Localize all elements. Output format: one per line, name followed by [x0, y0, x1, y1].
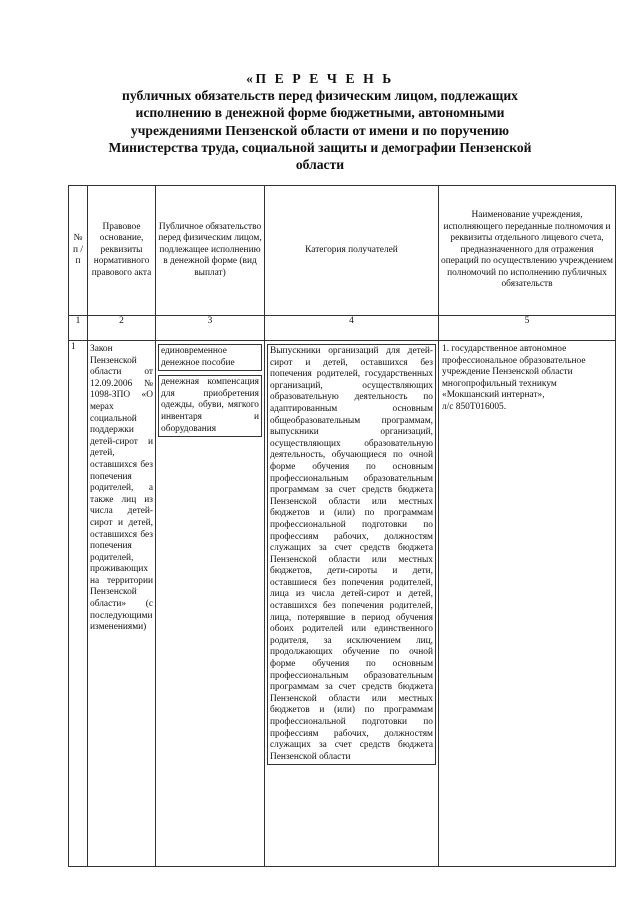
- row-legal-basis-text: Закон Пензенской области от 12.09.2006 № 1098-ЗПО «О мерах социальной поддержки детей-сирот и детей, оставшихся без попечения родителей, а также лиц из числа детей-сирот и детей, оставшихся без попечения родителей, проживающих на территории Пензенской области» (с последующими изменениями): [90, 344, 153, 633]
- payment-type-1-text: единовременное денежное пособие: [161, 346, 235, 368]
- row-number-text: 1: [71, 342, 76, 352]
- header-legal-basis: [88, 186, 156, 316]
- row-number: [69, 341, 88, 867]
- row-obligation: [156, 341, 265, 867]
- header-number: [69, 186, 88, 316]
- title-line-1: «П Е Р Е Ч Е Н Ь: [246, 71, 394, 86]
- title-line-4: учреждениями Пензенской области от имени и по поручению: [130, 122, 510, 138]
- header-recipients: [265, 186, 439, 316]
- header-obligation: [156, 186, 265, 316]
- title-line-2: публичных обязательств перед физическим лицом, подлежащих: [122, 88, 518, 104]
- header-obligation-text: Публичное обязательство перед физическим лицом, подлежащее исполнению в денежной форме (вид выплат): [158, 221, 262, 278]
- title-line-3: исполнению в денежной форме бюджетными, автономными: [135, 105, 505, 121]
- payment-type-2: [158, 375, 262, 437]
- header-number-text: № п / п: [73, 233, 83, 267]
- table-header-row: [69, 186, 616, 316]
- title-line-6: области: [295, 157, 345, 173]
- institution-name: 1. государственное автономное профессиональное образовательное учреждение Пензенской области многопрофильный техникум «Мокшанский интернат»,: [442, 344, 586, 401]
- column-number-1: 1: [69, 316, 88, 341]
- recipients-text: Выпускники организаций для детей-сирот и детей, оставшихся без попечения родителей, государственных организаций, осуществляющих образовательную деятельность по адаптированным основным общеобразовательным программам, выпускники организаций, осуществляющих образовательную деятельность, обучающиеся по очной форме обучения по основным профессиональным образовательным программам за счет средств бюджета Пензенской области или местных бюджетов и (или) по программам профессиональной подготовки по профессиям рабочих, должностям служащих за счет средств бюджета Пензенской области или местных бюджетов, дети-сироты и дети, оставшиеся без попечения родителей, лица из числа детей-сирот и детей, оставшихся без попечения родителей, лица, потерявшие в период обучения обоих родителей или единственного родителя, за исключением лиц, продолжающих обучение по очной форме обучения по основным профессиональным образовательным программам за счет средств бюджета Пензенской области или местных бюджетов и (или) по программам профессиональной подготовки по профессиям рабочих, должностям служащих за счет средств бюджета Пензенской области: [270, 346, 433, 762]
- header-institution: [439, 186, 616, 316]
- row-institution: [439, 341, 616, 867]
- institution-account: л/с 850Т016005.: [442, 401, 507, 412]
- row-legal-basis: [88, 341, 156, 867]
- recipients-box: [267, 344, 436, 765]
- header-legal-basis-text: Правовое основание, реквизиты нормативного правового акта: [91, 221, 152, 278]
- table-row: [69, 341, 616, 867]
- header-institution-text: Наименование учреждения, исполняющего переданные полномочия и реквизиты отдельного лицевого счета, предназначенного для отражения операций по осуществлению учреждением полномочий по исполнению публичных обязательств: [441, 209, 613, 290]
- obligations-table: [68, 185, 616, 867]
- title-line-5: Министерства труда, социальной защиты и демографии Пензенской: [108, 139, 532, 155]
- column-number-row: [69, 316, 616, 341]
- column-number-2: 2: [88, 316, 156, 341]
- payment-type-2-text: денежная компенсация для приобретения одежды, обуви, мягкого инвентаря и оборудования: [161, 377, 259, 434]
- column-number-4: 4: [265, 316, 439, 341]
- column-number-3: 3: [156, 316, 265, 341]
- document-title: [100, 70, 540, 173]
- header-recipients-text: Категория получателей: [305, 244, 398, 255]
- row-recipients: [265, 341, 439, 867]
- column-number-5: 5: [439, 316, 616, 341]
- payment-type-1: [158, 344, 262, 371]
